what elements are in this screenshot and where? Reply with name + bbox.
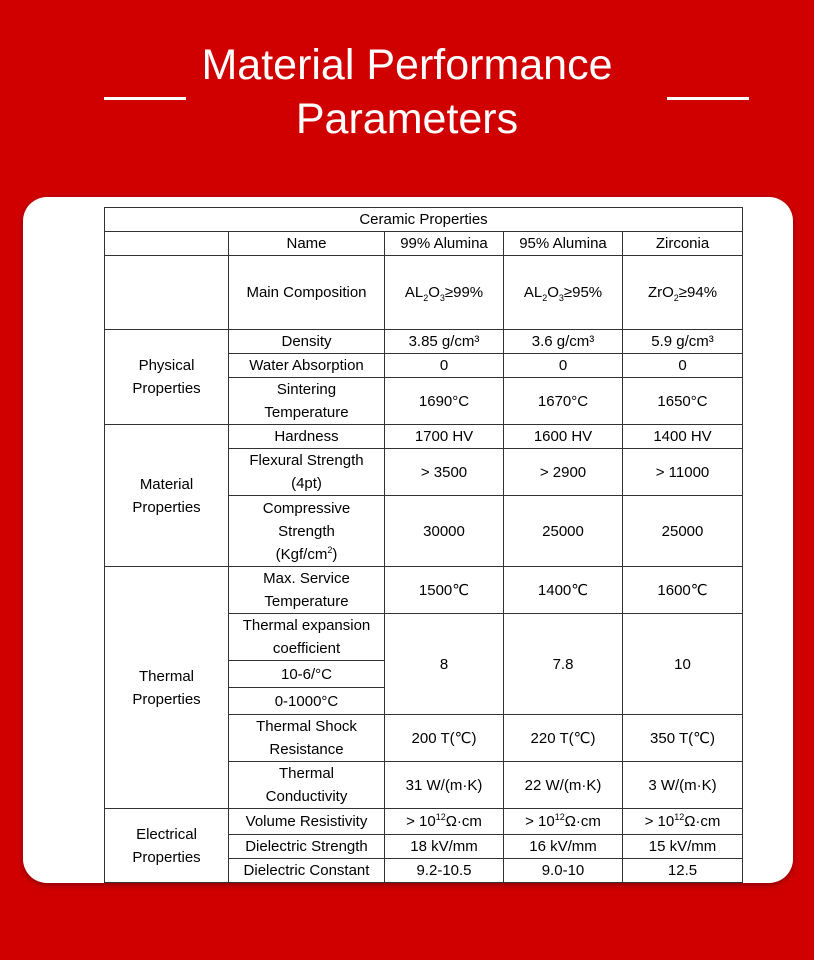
value-conductivity-99: 31 W/(m·K) (385, 762, 504, 809)
value-resistivity-zirconia: > $10^{12}\Omega\cdot cm$ (623, 809, 743, 835)
value-water-95: 0 (504, 354, 623, 378)
value-max-service-zirconia: 1600℃ (623, 567, 743, 614)
value-dielectric-strength-99: 18 kV/mm (385, 835, 504, 859)
value-water-zirconia: 0 (623, 354, 743, 378)
value-composition-zirconia: ZrO$_2$≥94% (623, 256, 743, 330)
value-flexural-95: > 2900 (504, 449, 623, 496)
value-dielectric-constant-zirconia: 12.5 (623, 859, 743, 883)
page-title-line-1: Material Performance (201, 41, 613, 89)
value-compressive-95: 25000 (504, 496, 623, 567)
value-compressive-99: 30000 (385, 496, 504, 567)
value-conductivity-95: 22 W/(m·K) (504, 762, 623, 809)
label-main-composition: Main Composition (229, 256, 385, 330)
value-density-99: 3.85 g/cm³ (385, 330, 504, 354)
label-volume-resistivity: Volume Resistivity (229, 809, 385, 835)
label-thermal-shock-resistance: Thermal Shock Resistance (229, 715, 385, 762)
value-dielectric-constant-95: 9.0-10 (504, 859, 623, 883)
value-compressive-zirconia: 25000 (623, 496, 743, 567)
page-title (0, 38, 814, 146)
value-flexural-99: > 3500 (385, 449, 504, 496)
value-sintering-95: 1670°C (504, 378, 623, 425)
value-hardness-zirconia: 1400 HV (623, 425, 743, 449)
label-max-service-temperature: Max. Service Temperature (229, 567, 385, 614)
label-expansion-range: 0-1000°C (229, 688, 385, 715)
label-compressive-strength: Compressive Strength $(Kgf/cm^2)$ (229, 496, 385, 567)
table-caption: Ceramic Properties (105, 208, 743, 232)
value-dielectric-constant-99: 9.2-10.5 (385, 859, 504, 883)
value-conductivity-zirconia: 3 W/(m·K) (623, 762, 743, 809)
label-dielectric-strength: Dielectric Strength (229, 835, 385, 859)
group-empty (105, 256, 229, 330)
value-composition-95: $AL_2O_3\ge 95\%$ (504, 256, 623, 330)
label-expansion-unit: 10-6/°C (229, 661, 385, 688)
title-decoration-left (104, 97, 186, 100)
group-electrical-properties: Electrical Properties (105, 809, 229, 883)
value-density-95: 3.6 g/cm³ (504, 330, 623, 354)
value-dielectric-strength-95: 16 kV/mm (504, 835, 623, 859)
value-flexural-zirconia: > 11000 (623, 449, 743, 496)
value-density-zirconia: 5.9 g/cm³ (623, 330, 743, 354)
header-95-alumina: 95% Alumina (504, 232, 623, 256)
group-material-properties: Material Properties (105, 425, 229, 567)
label-thermal-expansion: Thermal expansion coefficient (229, 614, 385, 661)
value-shock-zirconia: 350 T(℃) (623, 715, 743, 762)
page-title-line-2: Parameters (295, 95, 519, 143)
label-thermal-conductivity: Thermal Conductivity (229, 762, 385, 809)
group-physical-properties: Physical Properties (105, 330, 229, 425)
label-hardness: Hardness (229, 425, 385, 449)
value-sintering-zirconia: 1650°C (623, 378, 743, 425)
value-dielectric-strength-zirconia: 15 kV/mm (623, 835, 743, 859)
value-shock-99: 200 T(℃) (385, 715, 504, 762)
group-thermal-properties: Thermal Properties (105, 567, 229, 809)
value-expansion-99: 8 (385, 614, 504, 715)
label-sintering-temperature: Sintering Temperature (229, 378, 385, 425)
header-name: Name (229, 232, 385, 256)
label-dielectric-constant: Dielectric Constant (229, 859, 385, 883)
value-shock-95: 220 T(℃) (504, 715, 623, 762)
value-expansion-zirconia: 10 (623, 614, 743, 715)
value-resistivity-99: > $10^{12}\Omega\cdot cm$ (385, 809, 504, 835)
title-decoration-right (667, 97, 749, 100)
value-expansion-95: 7.8 (504, 614, 623, 715)
label-water-absorption: Water Absorption (229, 354, 385, 378)
header-zirconia: Zirconia (623, 232, 743, 256)
value-hardness-95: 1600 HV (504, 425, 623, 449)
value-sintering-99: 1690°C (385, 378, 504, 425)
label-density: Density (229, 330, 385, 354)
value-composition-99: $AL_2O_3\ge 99\%$ (385, 256, 504, 330)
header-empty (105, 232, 229, 256)
header-99-alumina: 99% Alumina (385, 232, 504, 256)
value-resistivity-95: > $10^{12}\Omega\cdot cm$ (504, 809, 623, 835)
ceramic-properties-table (104, 207, 743, 883)
value-water-99: 0 (385, 354, 504, 378)
value-max-service-95: 1400℃ (504, 567, 623, 614)
label-flexural-strength: Flexural Strength (4pt) (229, 449, 385, 496)
value-hardness-99: 1700 HV (385, 425, 504, 449)
value-max-service-99: 1500℃ (385, 567, 504, 614)
